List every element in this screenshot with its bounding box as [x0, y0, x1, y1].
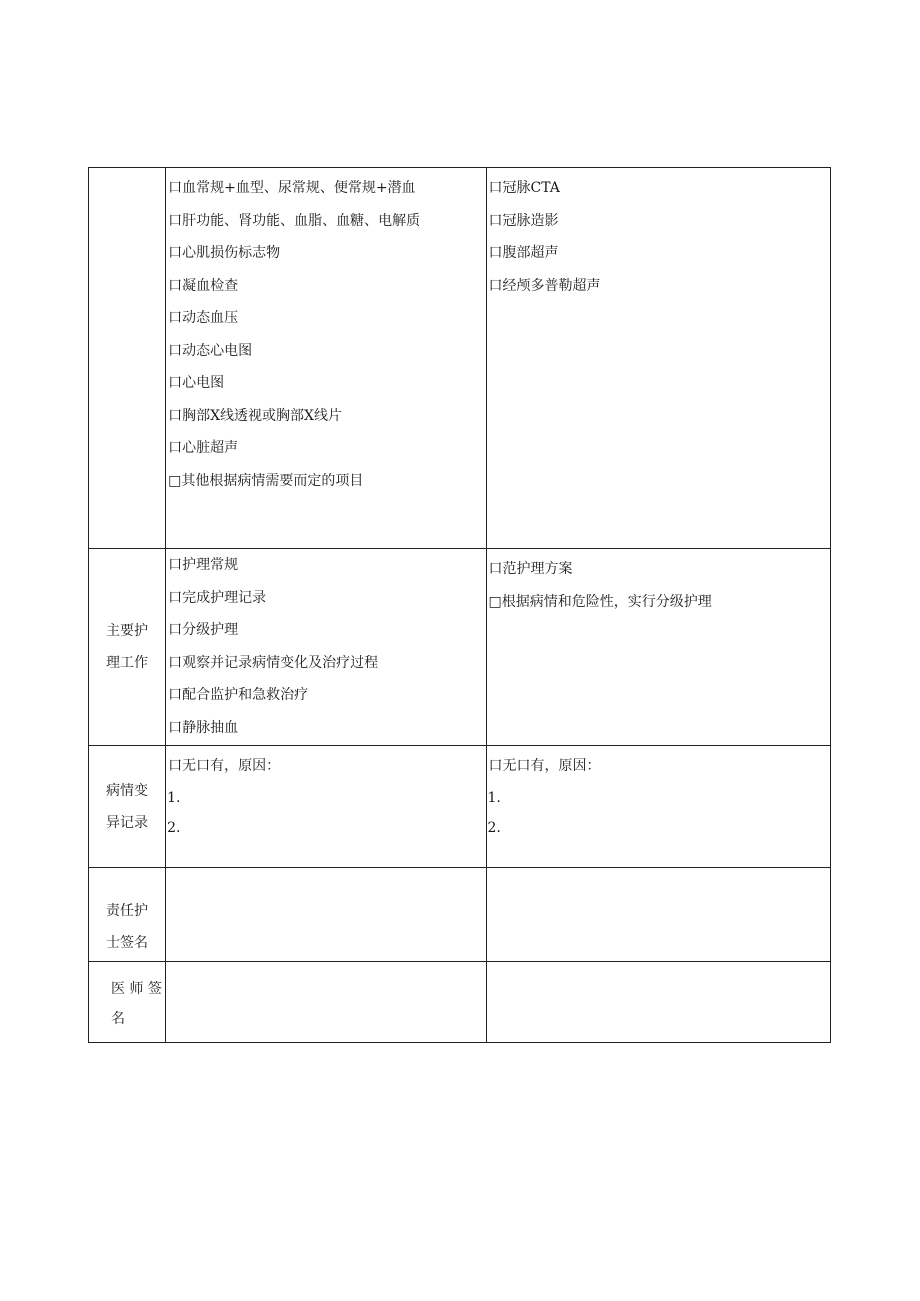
nursing-item-monitor[interactable]: 口配合监护和急救治疗	[168, 687, 309, 703]
variation-right-status[interactable]: 口无口有，原因：	[488, 758, 601, 774]
nursing-label-line1: 主要护	[106, 623, 149, 639]
nurse-sign-label-line2: 士签名	[106, 935, 149, 951]
test-item-ecg[interactable]: 口心电图	[168, 375, 225, 391]
test-item-angiography[interactable]: 口冠脉造影	[488, 212, 559, 229]
nursing-item-routine[interactable]: 口护理常规	[168, 557, 239, 573]
doctor-sign-row	[89, 962, 831, 1043]
tests-right-cell	[486, 168, 830, 549]
doctor-sign-right-field[interactable]	[486, 962, 830, 1043]
nursing-item-observe[interactable]: 口观察并记录病情变化及治疗过程	[168, 654, 379, 671]
nursing-item-plan[interactable]: 口范护理方案	[488, 561, 573, 577]
doctor-sign-label-line2: 名	[111, 1011, 125, 1027]
variation-label-cell	[89, 746, 166, 868]
test-item-echo[interactable]: 口心脏超声	[168, 440, 239, 456]
nursing-row	[89, 549, 831, 746]
nurse-sign-left-field[interactable]	[166, 868, 486, 962]
variation-row	[89, 746, 831, 868]
nurse-sign-label-cell	[89, 868, 166, 962]
tests-row	[89, 168, 831, 549]
variation-right-line-1[interactable]: 1.	[487, 789, 501, 806]
nursing-left-cell	[166, 549, 486, 746]
test-item-coagulation[interactable]: 口凝血检查	[168, 277, 239, 294]
test-item-abdominal-us[interactable]: 口腹部超声	[488, 245, 559, 261]
test-item-tcd[interactable]: 口经颅多普勒超声	[488, 277, 601, 294]
test-item-holter[interactable]: 口动态心电图	[168, 342, 253, 359]
test-item-ambulatory-bp[interactable]: 口动态血压	[168, 310, 239, 326]
nursing-item-records[interactable]: 口完成护理记录	[168, 589, 267, 606]
test-item-coronary-cta[interactable]: 口冠脉CTA	[488, 180, 560, 196]
test-item-myocardial[interactable]: 口心肌损伤标志物	[168, 245, 281, 261]
test-item-function[interactable]: 口肝功能、肾功能、血脂、血糖、电解质	[168, 212, 421, 229]
clinical-pathway-table	[88, 167, 831, 1043]
variation-right-line-2[interactable]: 2.	[487, 819, 501, 836]
nursing-item-grading[interactable]: 口分级护理	[168, 622, 239, 638]
nurse-sign-right-field[interactable]	[486, 868, 830, 962]
test-item-routine[interactable]: 口血常规+血型、尿常规、便常规+潜血	[168, 180, 416, 196]
variation-right-cell	[486, 746, 830, 868]
test-item-other[interactable]: □其他根据病情需要而定的项目	[168, 472, 364, 489]
nurse-sign-row	[89, 868, 831, 962]
nursing-label-cell	[89, 549, 166, 746]
variation-left-cell	[166, 746, 486, 868]
variation-left-status[interactable]: 口无口有，原因：	[168, 758, 281, 774]
tests-label-cell	[89, 168, 166, 549]
variation-label-line1: 病情变	[106, 782, 149, 799]
nurse-sign-label-line1: 责任护	[106, 903, 149, 919]
nursing-item-risk-grading[interactable]: □根据病情和危险性，实行分级护理	[488, 593, 712, 610]
variation-left-line-1[interactable]: 1.	[167, 789, 181, 806]
doctor-sign-left-field[interactable]	[166, 962, 486, 1043]
test-item-chest-xray[interactable]: 口胸部X线透视或胸部X线片	[168, 407, 343, 424]
doctor-sign-label-line1: 医 师 签	[111, 981, 162, 997]
variation-label-line2: 异记录	[106, 814, 149, 831]
doctor-sign-label-cell	[89, 962, 166, 1043]
variation-left-line-2[interactable]: 2.	[167, 819, 181, 836]
nursing-right-cell	[486, 549, 830, 746]
nursing-label-line2: 理工作	[106, 655, 149, 671]
tests-left-cell	[166, 168, 486, 549]
nursing-item-blood-draw[interactable]: 口静脉抽血	[168, 719, 239, 736]
